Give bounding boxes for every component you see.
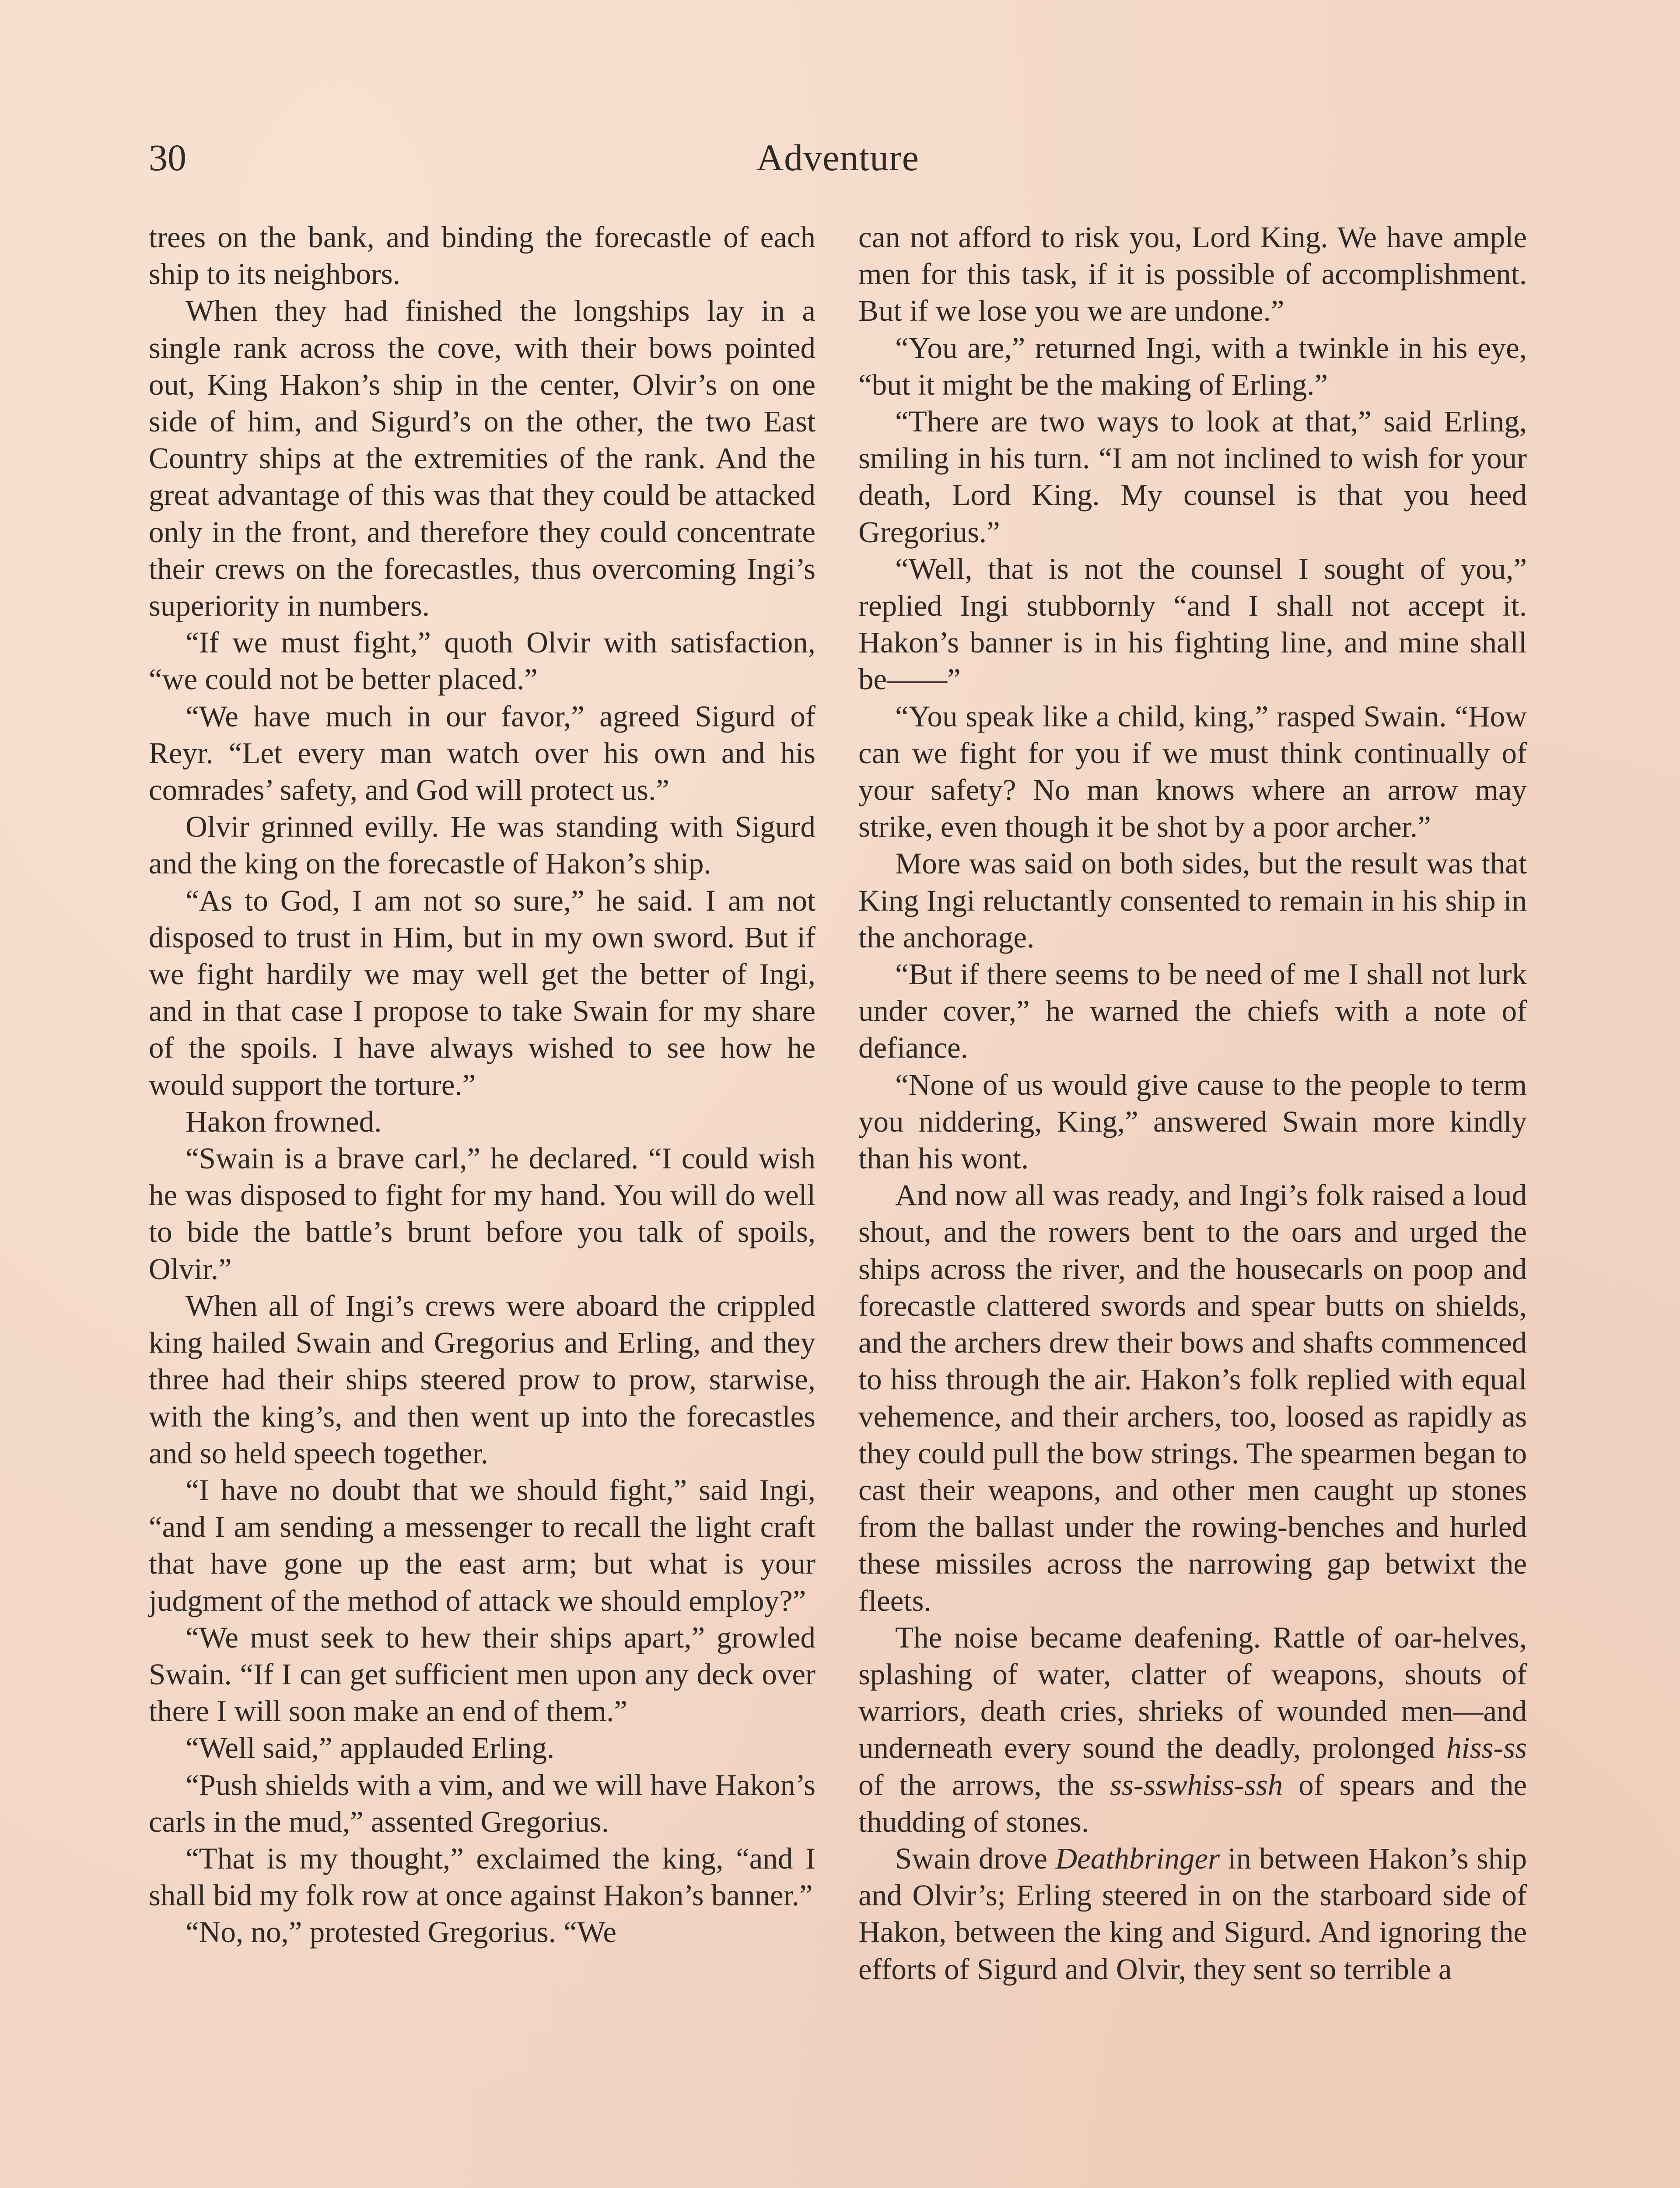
paragraph: “I have no doubt that we should fight,” said Ingi, “and I am sending a messenger to recall the light craft that have gone up the east arm; but what is your judgment of the method of attack we should employ?” [149,1473,816,1617]
paragraph: The noise became deafening. Rattle of oar-helves, splashing of water, clatter of weapons, shouts of warriors, death cries, shrieks of wounded men—and underneath every sound the deadly, prolonged hiss-ss of the arrows, the ss-sswhiss-ssh of spears and the thudding of stones. [858,1620,1527,1838]
paragraph: More was said on both sides, but the result was that King Ingi reluctantly consented to remain in his ship in the anchorage. [858,847,1527,954]
paragraph: When all of Ingi’s crews were aboard the crippled king hailed Swain and Gregorius and Erling, and they three had their ships steered prow to prow, starwise, with the king’s, and then went up into the forecastles and so held speech together. [149,1289,816,1470]
paragraph: “Well said,” applauded Erling. [186,1731,555,1765]
paragraph: “You are,” returned Ingi, with a twinkle in his eye, “but it might be the making of Erling.” [858,331,1527,401]
paragraph: When they had finished the longships lay in a single rank across the cove, with their bows pointed out, King Hakon’s ship in the center, Olvir’s on one side of him, and Sigurd’s on the other, the two East Country ships at the extremities of the rank. And the great advantage of this was that they could be attacked only in the front, and therefore they could concentrate their crews on the forecastles, thus overcoming Ingi’s superiority in numbers. [149,294,816,623]
paragraph: Olvir grinned evilly. He was standing with Sigurd and the king on the forecastle of Hakon’s ship. [149,810,816,880]
paragraph: “Swain is a brave carl,” he declared. “I could wish he was disposed to fight for my hand. You will do well to bide the battle’s brunt before you talk of spoils, Olvir.” [149,1142,816,1286]
paragraph: trees on the bank, and binding the forecastle of each ship to its neighbors. [149,221,816,291]
paragraph: “You speak like a child, king,” rasped Swain. “How can we fight for you if we must think continually of your safety? No man knows where an arrow may strike, even though it be shot by a poor archer.” [858,699,1527,844]
paragraph: Hakon frowned. [186,1105,382,1138]
paragraph: “If we must fight,” quoth Olvir with satisfaction, “we could not be better placed.” [149,626,816,696]
paragraph: And now all was ready, and Ingi’s folk raised a loud shout, and the rowers bent to the oars and urged the ships across the river, and the housecarls on poop and forecastle clattered swords and spear butts on shields, and the archers drew their bows and shafts commenced to hiss through the air. Hakon’s folk replied with equal vehemence, and their archers, too, loosed as rapidly as they could pull the bow strings. The spearmen began to cast their weapons, and other men caught up stones from the ballast under the rowing-benches and hurled these missiles across the narrowing gap betwixt the fleets. [858,1178,1527,1617]
paragraph: “There are two ways to look at that,” said Erling, smiling in his turn. “I am not inclined to wish for your death, Lord King. My counsel is that you heed Gregorius.” [858,405,1527,549]
paragraph: can not afford to risk you, Lord King. We have ample men for this task, if it is possible of accomplishment. But if we lose you we are undone.” [858,221,1527,328]
paragraph: Swain drove Deathbringer in between Hakon’s ship and Olvir’s; Erling steered in on the starboard side of Hakon, between the king and Sigurd. And ignoring the efforts of Sigurd and Olvir, they sent so terrible a [858,1841,1527,1986]
paragraph: “Well, that is not the counsel I sought of you,” replied Ingi stubbornly “and I shall not accept it. Hakon’s banner is in his fighting line, and mine shall be——” [858,552,1527,696]
left-text-column [149,219,816,1951]
running-title: Adventure [756,137,919,179]
page-number: 30 [149,137,186,179]
paragraph: “We have much in our favor,” agreed Sigurd of Reyr. “Let every man watch over his own and his comrades’ safety, and God will protect us.” [149,699,816,807]
paragraph: “But if there seems to be need of me I shall not lurk under cover,” he warned the chiefs with a note of defiance. [858,957,1527,1065]
right-text-column [858,219,1527,1988]
paragraph: “No, no,” protested Gregorius. “We [186,1915,617,1949]
paragraph: “None of us would give cause to the people to term you niddering, King,” answered Swain more kindly than his wont. [858,1068,1527,1175]
paragraph: “That is my thought,” exclaimed the king, “and I shall bid my folk row at once against Hakon’s banner.” [149,1841,816,1912]
page-header [149,127,1527,188]
paragraph: “Push shields with a vim, and we will have Hakon’s carls in the mud,” assented Gregorius. [149,1768,816,1838]
paragraph: “We must seek to hew their ships apart,” growled Swain. “If I can get sufficient men upon any deck over there I will soon make an end of them.” [149,1620,816,1728]
paragraph: “As to God, I am not so sure,” he said. I am not disposed to trust in Him, but in my own sword. But if we fight hardily we may well get the better of Ingi, and in that case I propose to take Swain for my share of the spoils. I have always wished to see how he would support the torture.” [149,884,816,1101]
